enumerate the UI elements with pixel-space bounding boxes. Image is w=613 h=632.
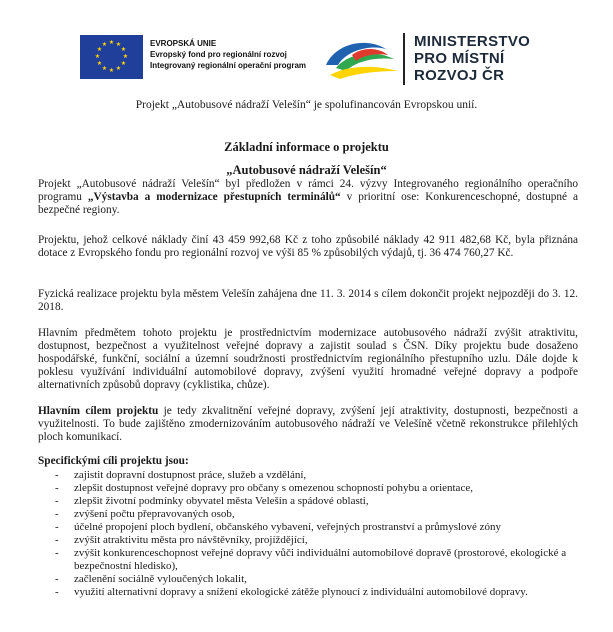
svg-text:★: ★	[115, 41, 122, 48]
main-subject-paragraph: Hlavním předmětem tohoto projektu je prostřednictvím modernizace autobusového nádraží zvýšit atraktivitu, dostupnost, bezpečnost a využitelnost veřejné dopravy a zajistit soulad s ČSN. Díky projektu bude dosaženo hospodářské, funkční, sociální a územní soudržnosti prostřednictvím regionálního přestupního uzlu. Dále dojde k poklesu využívání individuální automobilové dopravy, zvýšení využití hromadné veřejné dopravy a podpoře alternativních způsobů dopravy (cyklistika, chůze).	[38, 327, 578, 391]
realization-paragraph: Fyzická realizace projektu byla městem Velešín zahájena dne 11. 3. 2014 s cílem dokončit projekt nejpozději do 3. 12. 2018.	[38, 288, 578, 313]
svg-text:★: ★	[108, 39, 115, 46]
svg-text:★: ★	[108, 67, 115, 74]
list-item: - zvýšit atraktivitu města pro návštěvníky, projíždějící,	[38, 534, 583, 547]
svg-text:★: ★	[115, 65, 122, 72]
list-item: - využití alternativní dopravy a snížení ekologické zátěže plynoucí z individuální automobilové dopravy.	[38, 586, 583, 599]
svg-text:★: ★	[120, 60, 127, 67]
intro-text-start: Projekt „Autobusové nádraží Velešín“ byl předložen v rámci 24. výzvy Integrovaného regionálního operačního programu	[38, 178, 578, 203]
eu-stars-icon	[80, 35, 143, 79]
svg-text:★: ★	[122, 53, 129, 60]
ministry-name	[414, 33, 530, 84]
svg-text:★: ★	[120, 46, 127, 53]
svg-text:★: ★	[101, 41, 108, 48]
eu-program: Integrovaný regionální operační program	[150, 61, 307, 70]
specific-goals-heading: Specifickými cíli projektu jsou:	[38, 455, 189, 467]
ministry-line-3: ROZVOJ ČR	[414, 67, 505, 84]
specific-goals-list	[38, 469, 583, 599]
ministry-logo-icon	[322, 35, 400, 83]
main-goal-label: Hlavním cílem projektu	[38, 405, 159, 417]
intro-paragraph	[38, 178, 578, 217]
eu-fund: Evropský fond pro regionální rozvoj	[150, 50, 287, 59]
ministry-line-2: PRO MÍSTNÍ	[414, 50, 505, 67]
eu-flag-logo	[80, 35, 143, 79]
list-item: - zvýšení počtu přepravovaných osob,	[38, 508, 583, 521]
ministry-separator	[403, 33, 405, 85]
eu-text-block	[150, 38, 306, 71]
list-item: - začlenění sociálně vyloučených lokalit,	[38, 573, 583, 586]
main-goal-paragraph	[38, 405, 578, 444]
program-name: „Výstavba a modernizace přestupních terminálů“	[87, 191, 341, 203]
project-name: „Autobusové nádraží Velešín“	[226, 163, 387, 177]
svg-text:★: ★	[96, 60, 103, 67]
svg-text:★: ★	[96, 46, 103, 53]
main-goal-text: je tedy zkvalitnění veřejné dopravy, zvýšení její atraktivity, dostupnosti, bezpečnosti a využitelnosti. To bude zajištěno zmodernizováním autobusového nádraží ve Velešíně včetně rekonstrukce přilehlých ploch komunikací.	[38, 405, 578, 443]
svg-text:★: ★	[101, 65, 108, 72]
list-item: - zvýšit konkurenceschopnost veřejné dopravy vůči individuální automobilové dopravě (prostorové, ekologické a bezpečnostní hledisko),	[38, 547, 583, 573]
costs-paragraph: Projektu, jehož celkové náklady činí 43 459 992,68 Kč z toho způsobilé náklady 42 911 482,68 Kč, byla přiznána dotace z Evropského fondu pro regionální rozvoj ve výši 85 % způsobilých výdajů, tj. 36 474 760,27 Kč.	[38, 234, 578, 259]
ministry-line-1: MINISTERSTVO	[414, 33, 531, 50]
list-item: - zlepšit dostupnost veřejné dopravy pro občany s omezenou schopností pohybu a orientace,	[38, 482, 583, 495]
page-title: Základní informace o projektu	[224, 140, 389, 154]
eu-title: EVROPSKÁ UNIE	[150, 39, 217, 48]
list-item: - zlepšit životní podmínky obyvatel města Velešín a spádové oblasti,	[38, 495, 583, 508]
list-item: - účelné propojení ploch bydlení, občanského vybavení, veřejných prostranství a průmyslové zóny	[38, 521, 583, 534]
list-item: - zajistit dopravní dostupnost práce, služeb a vzdělání,	[38, 469, 583, 482]
cofinancing-note: Projekt „Autobusové nádraží Velešín“ je spolufinancován Evropskou unií.	[135, 99, 478, 111]
svg-text:★: ★	[94, 53, 101, 60]
intro-text-end: v prioritní ose: Konkurenceschopné, dostupné a bezpečné regiony.	[38, 191, 578, 216]
